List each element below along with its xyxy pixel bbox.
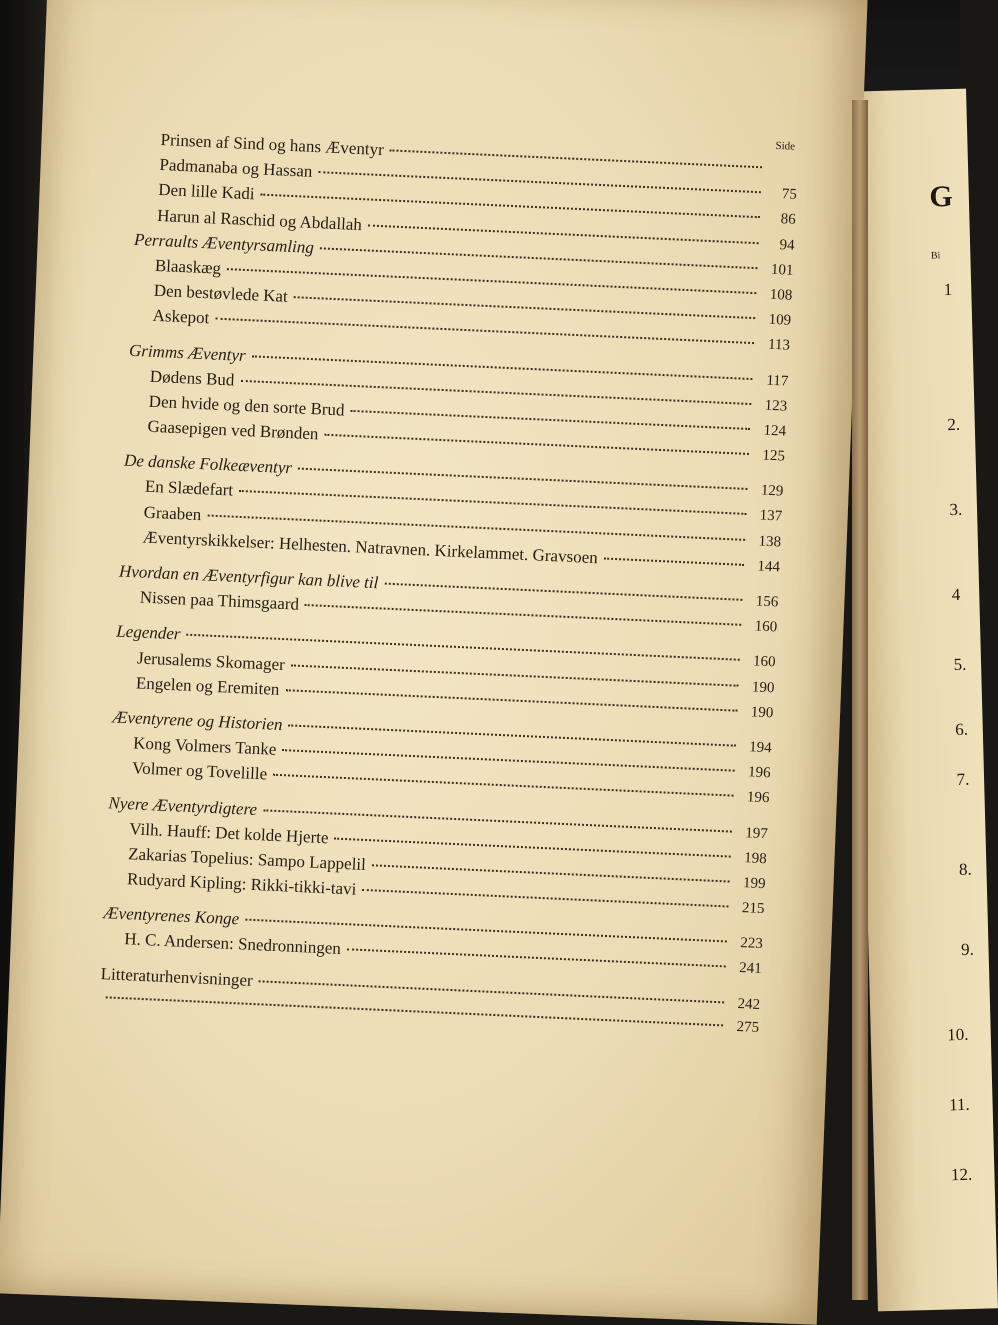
section-title: Litteraturhenvisninger xyxy=(100,963,254,990)
dot-leader xyxy=(604,557,744,565)
section-title: Æventyrenes Konge xyxy=(103,903,240,929)
page-number: 125 xyxy=(762,447,786,465)
section-title: Æventyrene og Historien xyxy=(112,707,283,735)
section-title: Legender xyxy=(115,621,181,644)
right-page-number: 7. xyxy=(956,769,970,790)
story-title: Den lille Kadi xyxy=(157,180,256,204)
page-number: 196 xyxy=(747,764,771,782)
page-number: 242 xyxy=(737,995,761,1013)
story-title: Harun al Raschid og Abdallah xyxy=(156,205,363,234)
right-page-number: 12. xyxy=(950,1164,973,1185)
story-title: Prinsen af Sind og hans Æventyr xyxy=(160,129,385,160)
story-title: Engelen og Eremiten xyxy=(135,673,280,699)
story-title: Den bestøvlede Kat xyxy=(153,280,289,307)
page-number: 113 xyxy=(767,337,791,355)
story-title: Jerusalems Skomager xyxy=(136,648,286,674)
page-number: 160 xyxy=(754,618,778,636)
right-page-number: 2. xyxy=(947,414,961,435)
side-label: Side xyxy=(775,139,796,153)
story-title: Kong Volmers Tanke xyxy=(132,733,277,759)
dot-leader xyxy=(347,949,726,968)
story-title: Graaben xyxy=(143,502,202,524)
right-page-small-label: Bi xyxy=(930,250,941,262)
right-page-number: 4 xyxy=(951,584,961,605)
page-number: 223 xyxy=(739,935,764,953)
story-title: Zakarias Topelius: Sampo Lappelil xyxy=(127,844,367,874)
page-number: 199 xyxy=(742,875,766,893)
right-page xyxy=(846,89,998,1312)
right-page-text xyxy=(928,179,975,1185)
page-number: 198 xyxy=(743,849,768,867)
page-number: 190 xyxy=(751,678,775,696)
page-number: 109 xyxy=(768,311,792,329)
story-title: Den hvide og den sorte Brud xyxy=(148,391,345,420)
section-title: Grimms Æventyr xyxy=(128,340,247,365)
page-number: 117 xyxy=(766,372,789,390)
right-page-heading: G xyxy=(928,179,954,214)
page-number: 241 xyxy=(738,960,763,978)
toc-list xyxy=(99,126,799,1041)
right-page-number: 8. xyxy=(958,859,972,879)
page-number: 101 xyxy=(770,261,794,279)
right-page-number: 5. xyxy=(953,654,967,675)
story-title: Dødens Bud xyxy=(149,366,235,390)
page-number xyxy=(768,173,798,174)
section-title: Hvordan en Æventyrfigur kan blive til xyxy=(118,561,379,593)
right-page-number: 6. xyxy=(955,719,969,740)
page-number: 137 xyxy=(759,507,783,525)
page-number: 129 xyxy=(760,482,784,500)
story-title: H. C. Andersen: Snedronningen xyxy=(123,929,342,959)
page-number: 94 xyxy=(779,236,795,254)
right-page-number: 9. xyxy=(960,939,975,959)
page-number: 123 xyxy=(764,397,788,415)
page-number: 275 xyxy=(736,1018,760,1036)
page-number: 138 xyxy=(758,533,782,551)
page-number: 197 xyxy=(744,824,769,842)
story-title: En Slædefart xyxy=(144,477,234,501)
story-title: Blaaskæg xyxy=(154,255,222,278)
section-title: De danske Folkeæventyr xyxy=(123,450,293,478)
page-number: 194 xyxy=(748,739,773,757)
story-title: Gaasepigen ved Brønden xyxy=(147,416,319,444)
page-number: 215 xyxy=(741,900,765,918)
page-number: 190 xyxy=(750,704,774,722)
page-number: 196 xyxy=(746,789,770,807)
book-spine xyxy=(852,100,868,1300)
section-title: Nyere Æventyrdigtere xyxy=(108,792,258,819)
page-number: 86 xyxy=(780,211,797,229)
story-title: Volmer og Tovelille xyxy=(131,758,268,784)
section-title: Perraults Æventyrsamling xyxy=(133,229,315,257)
story-title: Askepot xyxy=(152,306,210,328)
story-title: Padmanaba og Hassan xyxy=(159,155,313,182)
story-title: Vilh. Hauff: Det kolde Hjerte xyxy=(128,818,329,847)
story-title: Nissen paa Thimsgaard xyxy=(139,587,300,614)
page-number: 156 xyxy=(755,593,779,611)
right-page-number: 11. xyxy=(948,1094,970,1115)
right-page-number: 1 xyxy=(943,279,953,300)
page-number: 144 xyxy=(757,558,781,576)
page-number: 124 xyxy=(763,422,787,440)
page-number: 160 xyxy=(752,653,776,671)
story-title: Æventyrskikkelser: Helhesten. Natravnen. Kirkelammet. Gravsoen xyxy=(142,527,599,568)
dot-leader xyxy=(362,889,728,908)
story-title: Rudyard Kipling: Rikki-tikki-tavi xyxy=(126,869,357,899)
table-of-contents xyxy=(99,110,799,1041)
page-number: 108 xyxy=(769,286,793,304)
page-number: 75 xyxy=(781,186,798,204)
right-page-number: 3. xyxy=(949,499,963,520)
right-page-number: 10. xyxy=(947,1024,969,1045)
